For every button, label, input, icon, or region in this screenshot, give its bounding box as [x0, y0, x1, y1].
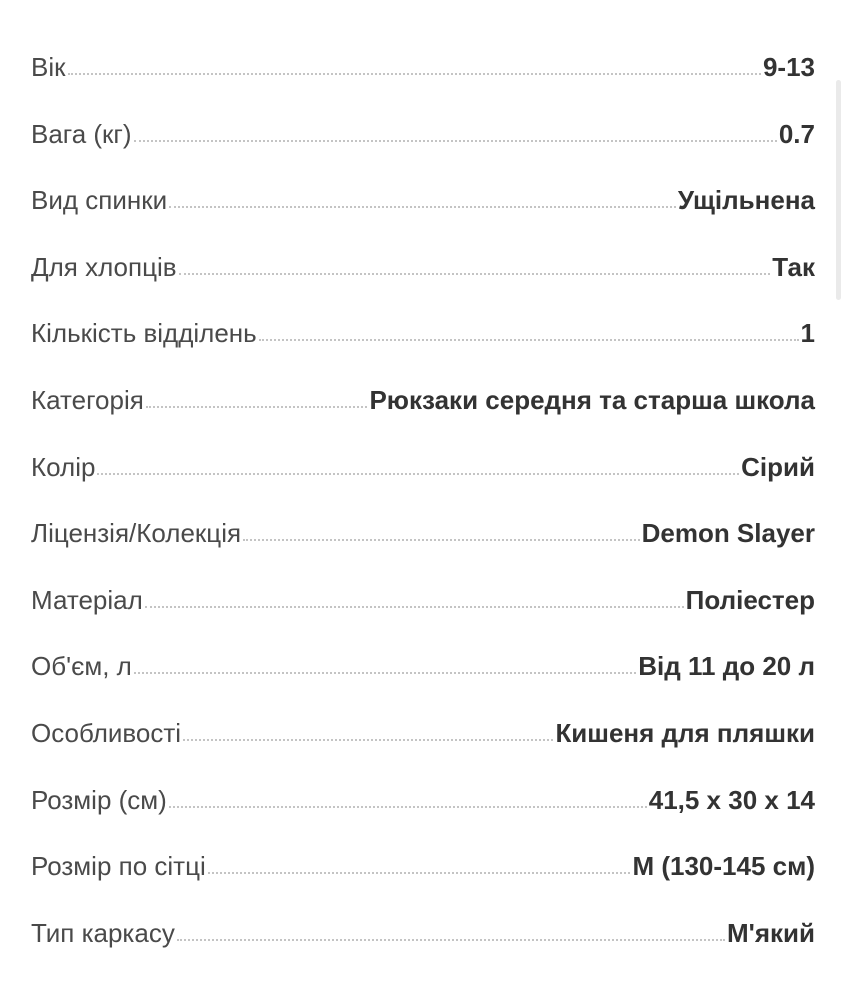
dotted-leader	[259, 338, 799, 341]
spec-value: 9-13	[762, 52, 815, 82]
spec-row-frame-type	[31, 900, 815, 967]
spec-label: Колір	[31, 451, 96, 482]
spec-row-compartments	[31, 300, 815, 367]
spec-row-features	[31, 700, 815, 767]
spec-row-for-boys	[31, 234, 815, 301]
spec-value: Від 11 до 20 л	[638, 651, 815, 682]
spec-label: Об'єм, л	[31, 651, 132, 682]
spec-value: М'який	[727, 917, 815, 948]
dotted-leader	[183, 738, 553, 741]
spec-row-grid-size	[31, 833, 815, 900]
spec-value: Demon Slayer	[641, 518, 815, 549]
spec-label: Категорія	[31, 384, 144, 415]
spec-label: Тип каркасу	[31, 917, 175, 948]
spec-value: Сірий	[741, 451, 815, 482]
dotted-leader	[177, 938, 725, 941]
dotted-leader	[68, 72, 761, 75]
product-specs-list	[31, 34, 815, 966]
spec-label: Вік	[31, 52, 66, 82]
spec-value: 0.7	[778, 118, 815, 149]
spec-label: Розмір по сітці	[31, 851, 206, 882]
spec-label: Ліцензія/Колекція	[31, 518, 242, 549]
spec-row-size	[31, 767, 815, 834]
spec-value: Кишеня для пляшки	[555, 717, 815, 748]
spec-label: Матеріал	[31, 584, 143, 615]
spec-row-license	[31, 500, 815, 567]
spec-label: Розмір (см)	[31, 784, 167, 815]
spec-row-back-type	[31, 167, 815, 234]
scrollbar-thumb[interactable]	[836, 80, 841, 300]
spec-row-category	[31, 367, 815, 434]
spec-label: Кількість відділень	[31, 318, 257, 349]
spec-value: M (130-145 см)	[632, 851, 815, 882]
dotted-leader	[145, 605, 684, 608]
dotted-leader	[146, 405, 368, 408]
spec-label: Вид спинки	[31, 185, 168, 216]
dotted-leader	[179, 272, 771, 275]
spec-row-material	[31, 567, 815, 634]
spec-value: 1	[800, 318, 815, 349]
dotted-leader	[134, 671, 636, 674]
dotted-leader	[169, 805, 647, 808]
spec-row-volume	[31, 633, 815, 700]
spec-row-color	[31, 434, 815, 501]
spec-row-weight	[31, 101, 815, 168]
spec-row-age	[31, 34, 815, 101]
dotted-leader	[169, 205, 676, 208]
dotted-leader	[97, 472, 739, 475]
dotted-leader	[243, 538, 640, 541]
spec-value: 41,5 x 30 x 14	[648, 784, 815, 815]
spec-value: Ущільнена	[677, 185, 815, 216]
spec-label: Особливості	[31, 717, 182, 748]
spec-label: Для хлопців	[31, 251, 177, 282]
spec-label: Вага (кг)	[31, 118, 132, 149]
spec-value: Рюкзаки середня та старша школа	[369, 384, 815, 415]
dotted-leader	[208, 871, 631, 874]
spec-value: Так	[772, 251, 815, 282]
spec-value: Поліестер	[685, 584, 815, 615]
dotted-leader	[134, 139, 777, 142]
